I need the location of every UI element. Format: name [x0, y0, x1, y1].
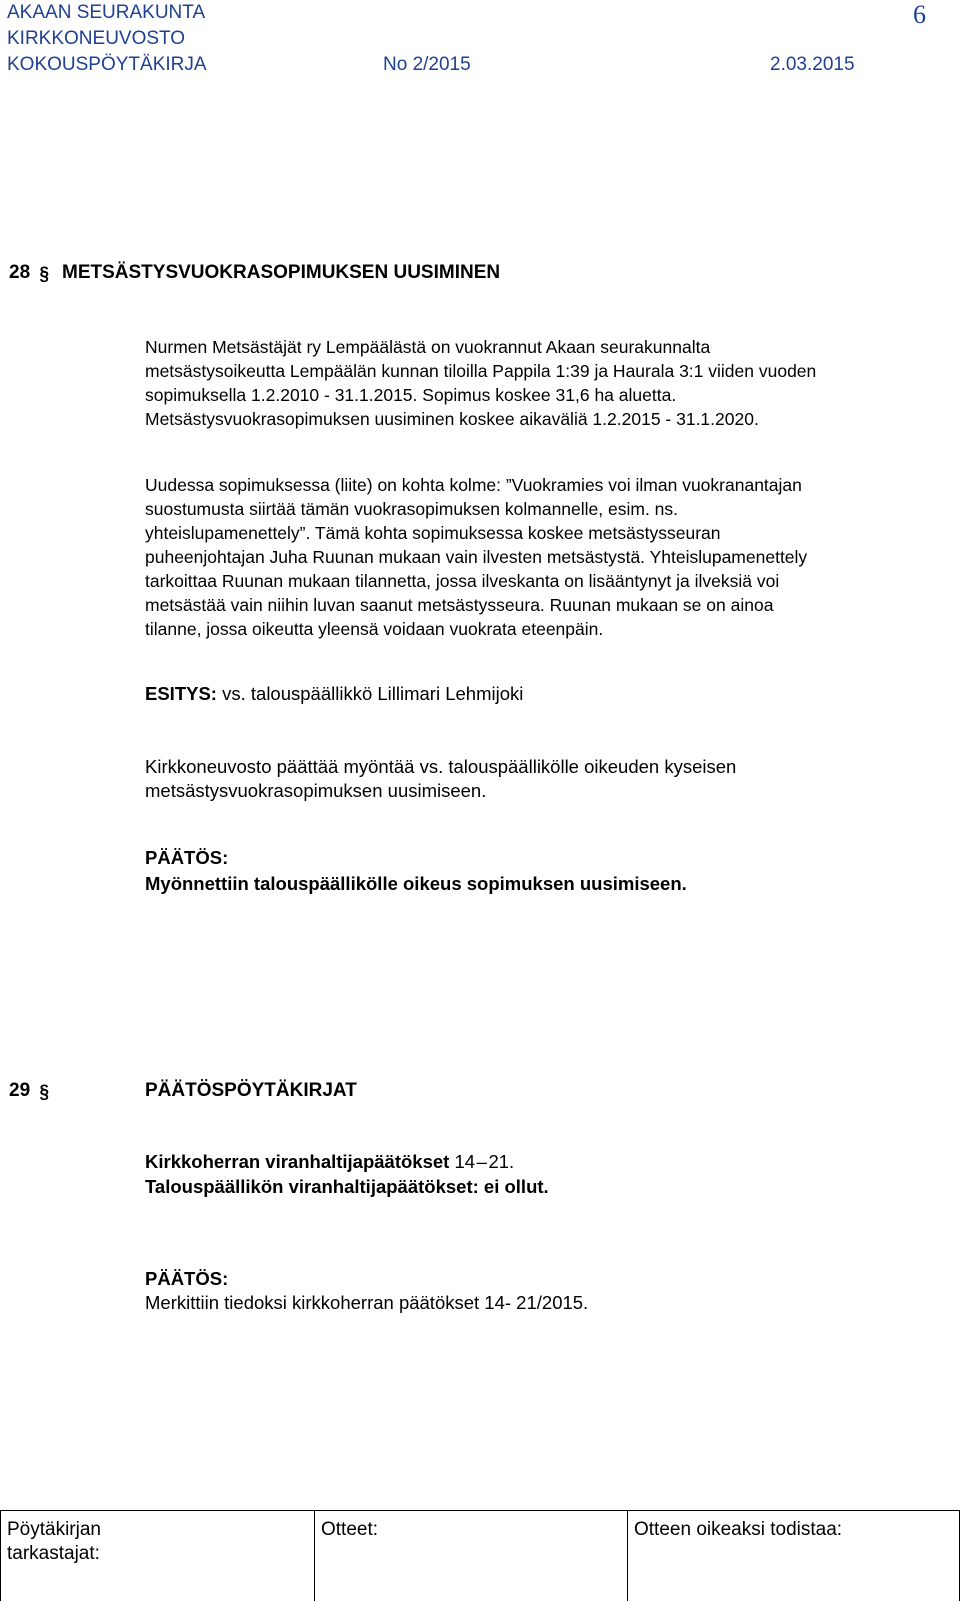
footer-certified-label: Otteen oikeaksi todistaa: — [634, 1519, 843, 1540]
section-mark-icon: § — [39, 264, 50, 285]
text-line: puheenjohtajan Juha Ruunan mukaan vain ilvesten metsästystä. Yhteislupamenettely — [145, 547, 808, 567]
proposal-line — [145, 683, 523, 705]
header-doc-number: No 2/2015 — [383, 54, 471, 75]
decision-text: Merkittiin tiedoksi kirkkoherran päätökset 14- 21/2015. — [145, 1292, 589, 1313]
text-line: suostumusta siirtää tämän vuokrasopimuksen kolmannelle, esim. ns. — [145, 499, 679, 519]
text-line: metsästysoikeutta Lempäälän kunnan tiloilla Pappila 1:39 ja Haurala 3:1 viiden vuoden — [145, 361, 817, 381]
header-doc-type: KOKOUSPÖYTÄKIRJA — [7, 54, 207, 75]
text-line: Metsästysvuokrasopimuksen uusiminen koskee aikaväliä 1.2.2015 - 31.1.2020. — [145, 409, 759, 429]
section-28-number: 28 — [9, 262, 31, 283]
footer-divider — [627, 1510, 628, 1601]
footer-divider — [314, 1510, 315, 1601]
text-line: metsästysvuokrasopimuksen uusimiseen. — [145, 780, 487, 801]
header-org-line1: AKAAN SEURAKUNTA — [7, 2, 206, 23]
decision-text: Myönnettiin talouspäällikölle oikeus sopimuksen uusimiseen. — [145, 873, 687, 894]
item-1-range: 14 – 21. — [449, 1151, 515, 1172]
proposal-presenter: vs. talouspäällikkö Lillimari Lehmijoki — [216, 683, 524, 704]
text-line: Kirkkoneuvosto päättää myöntää vs. talouspäällikölle oikeuden kyseisen — [145, 756, 737, 777]
item-1-label: Kirkkoherran viranhaltijapäätökset — [145, 1151, 450, 1172]
text-line: yhteislupamenettely”. Tämä kohta sopimuksessa koskee metsästysseuran — [145, 523, 721, 543]
text-line: tarkoittaa Ruunan mukaan tilannetta, jossa ilveskanta on lisääntynyt ja ilveksiä voi — [145, 571, 780, 591]
footer-reviewers-label — [7, 1518, 101, 1566]
section-mark-icon: § — [39, 1082, 50, 1103]
footer-reviewers-line2: tarkastajat: — [7, 1543, 100, 1564]
page-number: 6 — [913, 0, 926, 29]
footer-top-border — [0, 1510, 960, 1511]
section-29-title: PÄÄTÖSPÖYTÄKIRJAT — [145, 1080, 357, 1101]
text-line: sopimuksella 1.2.2010 - 31.1.2015. Sopimus koskee 31,6 ha aluetta. — [145, 385, 677, 405]
section-29-item-2: Talouspäällikön viranhaltijapäätökset: ei ollut. — [145, 1176, 549, 1197]
section-28-title: METSÄSTYSVUOKRASOPIMUKSEN UUSIMINEN — [62, 262, 501, 283]
footer-border — [0, 1510, 1, 1601]
proposal-body — [145, 755, 935, 803]
section-28-paragraph-2 — [145, 473, 935, 641]
header-org-line2: KIRKKONEUVOSTO — [7, 28, 186, 49]
decision-label: PÄÄTÖS: — [145, 1268, 229, 1289]
footer-reviewers-line1: Pöytäkirjan — [7, 1519, 101, 1540]
header-date: 2.03.2015 — [770, 54, 855, 75]
section-29-item-1 — [145, 1151, 514, 1173]
proposal-label: ESITYS: — [145, 683, 217, 704]
text-line: tilanne, jossa oikeutta yleensä voidaan vuokrata eteenpäin. — [145, 619, 604, 639]
footer-signature-table — [0, 1510, 960, 1601]
text-line: Nurmen Metsästäjät ry Lempäälästä on vuokrannut Akaan seurakunnalta — [145, 337, 711, 357]
section-29-number: 29 — [9, 1080, 31, 1101]
text-line: metsästää vain niihin luvan saanut metsästysseura. Ruunan mukaan se on ainoa — [145, 595, 774, 615]
section-28-paragraph-1 — [145, 335, 935, 431]
footer-extracts-label: Otteet: — [321, 1519, 379, 1540]
decision-label: PÄÄTÖS: — [145, 847, 229, 868]
text-line: Uudessa sopimuksessa (liite) on kohta kolme: ”Vuokramies voi ilman vuokranantajan — [145, 475, 802, 495]
